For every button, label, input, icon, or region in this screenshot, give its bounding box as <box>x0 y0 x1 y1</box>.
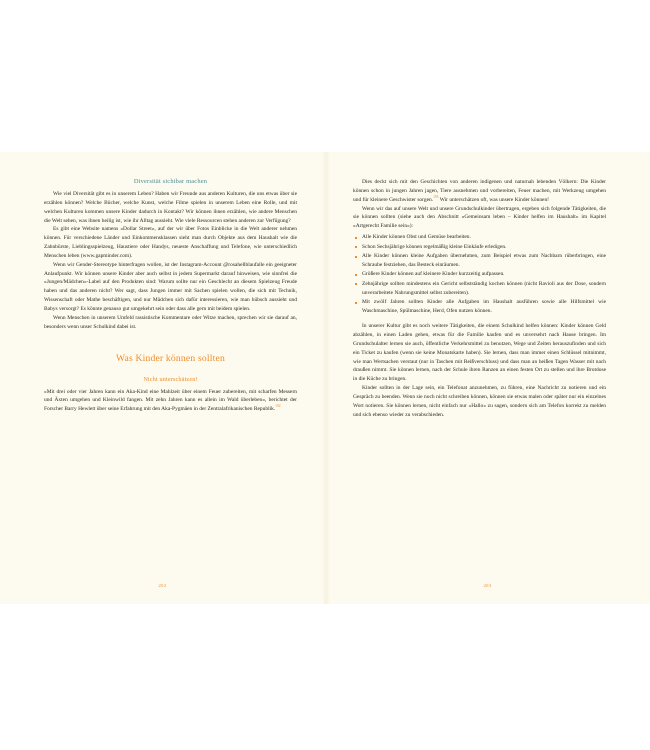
left-paragraph-4: Wenn Menschen in unserem Umfeld rassistische Kommentare oder Witze machen, sprechen wir sie darauf an, besonders wenn unser Schulkind dabei ist. <box>44 314 297 330</box>
section-spacer <box>44 332 297 353</box>
footnote-marker-193: 193 <box>433 194 439 199</box>
list-item: Alle Kinder können Obst und Gemüse bearbeiten. <box>353 233 606 242</box>
left-paragraph-1: Wie viel Diversität gibt es in unserem Leben? Haben wir Freunde aus anderen Kulturen, die uns etwas über sie erzählen können? Welche Bücher, welche Kunst, welche Filme spielen in unserem Leben eine Rolle, und mit welchen Kulturen kommen unsere Kinder dadurch in Kontakt? Wir können ihnen erzählen, wie andere Menschen die Welt sehen, was ihnen heilig ist, wie ihr Alltag aussieht. Wie viele Ressourcen stehen anderen zur Verfügung? <box>44 191 297 224</box>
right-page <box>325 152 650 604</box>
left-page-column <box>44 178 297 560</box>
heading-spacer <box>44 364 297 376</box>
left-paragraph-3: Wenn wir Gender-Stereotype hinterfragen wollen, ist der Instagram-Account @rosahellblaufalle ein geeigneter Anlaufpunkt. Wir können unsere Kinder aber auch selbst in jedem Supermarkt darauf hinweisen, wie sinnfrei die »Jungen/Mädchen«-Label auf den Produkten sind: Warum sollte nur ein Geschlecht an diesem Spielzeug Freude haben und das anderen nicht? Wer sagt, dass Jungen immer mit Sachen spielen wollen, die sich mit Technik, Wissenschaft oder Mathe beschäftigen, und nur Mädchen sich dafür interessieren, wie man hübsch aussieht und Babys versorgt? Es könnte genauso gut umgekehrt sein oder dass alle gern mit beidem spielen. <box>44 261 297 312</box>
list-item: Mit zwölf Jahren sollten Kinder alle Aufgaben im Haushalt ausführen sowie alle Hilfsmittel wie Waschmaschine, Spülmaschine, Herd, Ofen nutzen können. <box>353 298 606 316</box>
list-item: Alle Kinder können kleine Aufgaben übernehmen, zum Beispiel etwas zum Nachbarn rüberbringen, eine Schraube festziehen, das Besteck einräumen. <box>353 252 606 270</box>
left-page <box>0 152 325 604</box>
diversity-sub-heading: Diversität sichtbar machen <box>133 178 208 185</box>
right-paragraph-2: Wenn wir das auf unsere Welt und unsere Grundschulkinder übertragen, ergeben sich folgende Tätigkeiten, die sie können sollten (siehe auch den Abschnitt »Gemeinsam leben – Kinder helfen im Haushalt« im Kapitel »Artgerecht Familie sein«): <box>353 205 606 230</box>
right-paragraph-3: In unserer Kultur gibt es noch weitere Tätigkeiten, die einem Schulkind helfen können: Kinder können Geld abzählen, in einen Laden gehen, etwas für die Familie kaufen und es unversehrt nach Hause bringen. Im Grundschulalter lernen sie auch, öffentliche Verkehrsmittel zu benutzen, Wege und Zeiten herauszufinden und sich ein Ticket zu kaufen (wenn sie keine Monatskarte haben). Sie lernen, dass man immer einen Schlüssel mitnimmt, wie man Wertsachen verstaut (nur in Taschen mit Reißverschluss) und dass man an heißen Tagen Wasser mit nach draußen nimmt. Sie können lernen, nach der Schule ihren Ranzen an einen festen Ort zu stellen und ihre Brotdose in die Küche zu bringen. <box>353 323 606 383</box>
section-sub-heading-nicht-unterschaetzen: Nicht unterschätzen! <box>143 375 198 383</box>
right-paragraph-4: Kinder sollten in der Lage sein, ein Telefonat anzunehmen, zu führen, eine Nachricht zu notieren und ein Gespräch zu beenden. Wenn sie noch nicht schreiben können, können sie etwas malen oder später nur ein einzelnes Wort notieren. Sie können lernen, nicht einfach nur »Hallo« zu sagen, sondern sich am Telefon korrekt zu melden und sich ebenso wieder zu verabschieden. <box>353 385 606 418</box>
section-heading-was-kinder-koennen-sollten: Was Kinder können sollten <box>116 352 225 364</box>
aka-quote-text: »Mit drei oder vier Jahren kann ein Aka-Kind eine Mahlzeit über einem Feuer zubereiten, mit scharfen Messern und Äxten umgehen und Kleinwild fangen. Mit zehn Jahren kann es allein im Wald überleben«, berichtet der Forscher Barry Hewlett über seine Erfahrung mit den Aka-Pygmäen in der Zentralafrikanischen Republik. <box>44 388 297 413</box>
right-paragraph-1-tail: Wir unterschätzen oft, was unsere Kinder können! <box>438 196 549 203</box>
list-item: Zehnjährige sollten mindestens ein Gericht selbstständig kochen können (nicht Ravioli aus der Dose, sondern unverarbeitete Nahrungsmittel selbst zubereiten). <box>353 280 606 298</box>
book-spread <box>0 152 650 604</box>
folio-left: 202 <box>158 583 167 588</box>
list-item: Schon Sechsjährige können regelmäßig kleine Einkäufe erledigen. <box>353 243 606 252</box>
footnote-marker-192: 192 <box>275 404 281 409</box>
left-paragraph-2: Es gibt eine Website namens »Dollar Street«, auf der wir über Fotos Einblicke in die Welt anderer nehmen können. Für verschiedene Länder und Einkommensklassen sieht man durch Objekte aus dem Haushalt wie die Zahnbürste, Lieblingsspielzeug, Haustiere oder Handys, neueste Anschaffung und Telefone, wie unterschiedlich Menschen leben (www.gapminder.com). <box>44 226 297 259</box>
folio-right: 203 <box>483 583 492 588</box>
right-paragraph-1 <box>353 178 606 205</box>
right-paragraph-1-text: Dies deckt sich mit den Geschichten von anderen indigenen und naturnah lebenden Völkern: Die Kinder können schon in jungen Jahren jagen, Tiere ausnehmen und vorbereiten, Feuer machen, mit Werkzeug umgehen und für kleinere Geschwister sorgen. <box>353 179 606 203</box>
aka-quote-paragraph <box>44 388 297 415</box>
list-item: Größere Kinder können auf kleinere Kinder kurzzeitig aufpassen. <box>353 270 606 279</box>
right-page-column <box>353 178 606 560</box>
skills-bullet-list <box>353 233 606 316</box>
